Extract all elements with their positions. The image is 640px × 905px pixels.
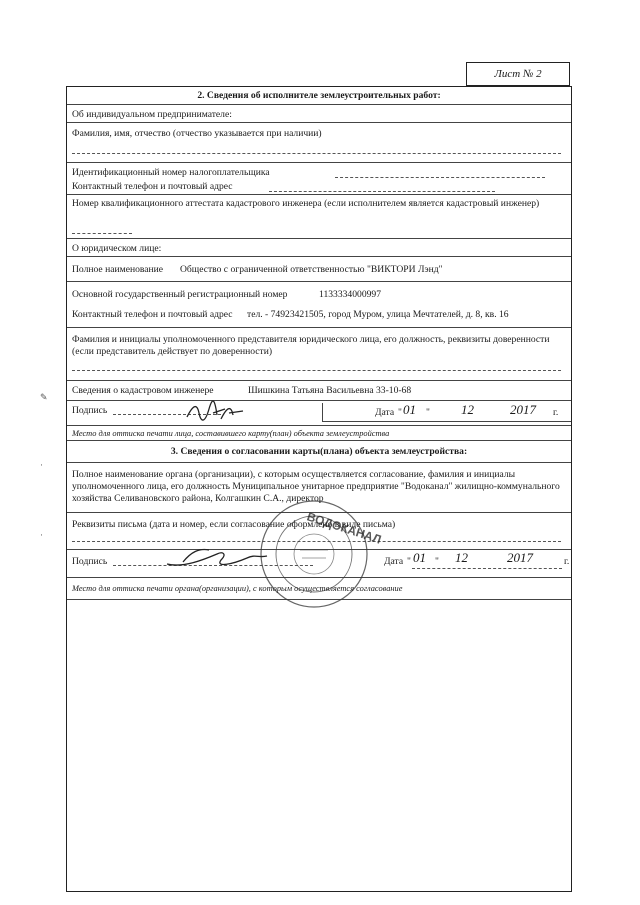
engineer-row <box>67 380 571 400</box>
inn-line <box>335 177 545 178</box>
date-open-quote-3: " <box>407 556 411 567</box>
representative-line <box>72 370 561 371</box>
date-day-2: 01 <box>403 402 416 417</box>
inn-label: Идентификационный номер налогоплательщика <box>72 167 270 178</box>
attestat-row <box>67 194 571 238</box>
date-close-quote-3: " <box>435 556 439 567</box>
contact-line-ip <box>269 191 495 192</box>
sheet-number-label: Лист № 2 <box>494 68 542 80</box>
inn-row <box>67 162 571 194</box>
fio-line <box>72 153 561 154</box>
date-label-3: Дата <box>384 556 404 567</box>
org-text: Полное наименование органа (организации), с которым осуществляется согласование, фамилия и инициалы уполномоченного лица, его должность Муниципальное унитарное предприятие "Водоканал" жилищно-коммунального хозяйства Селивановского района, Колгашкин С.А., директор <box>72 469 560 504</box>
stamp-note-row-2 <box>67 425 571 440</box>
date-line-3 <box>412 568 562 569</box>
full-name-label: Полное наименование <box>72 264 164 275</box>
individual-heading: Об индивидуальном предпринимателе: <box>72 109 232 120</box>
date-open-quote-2: " <box>398 407 402 418</box>
date-label-2: Дата <box>375 407 395 418</box>
date-month-2: 12 <box>461 402 474 417</box>
date-suffix-3: г. <box>564 556 570 567</box>
date-year-3: 2017 <box>507 550 533 565</box>
fio-label: Фамилия, имя, отчество (отчество указывается при наличии) <box>72 128 322 139</box>
date-close-quote-2: " <box>426 407 430 418</box>
date-suffix-2: г. <box>553 407 559 418</box>
signature-date-row-2 <box>67 400 571 425</box>
legal-heading-row <box>67 238 571 256</box>
signature-label-3: Подпись <box>72 556 108 567</box>
ogrn-value: 1133334000997 <box>319 289 382 300</box>
section2-header: 2. Сведения об исполнителе землеустроительных работ: <box>197 90 441 101</box>
section3-header: 3. Сведения о согласовании карты(плана) объекта землеустройства: <box>170 446 468 457</box>
engineer-label: Сведения о кадастровом инженере <box>72 385 214 396</box>
full-name-value: Общество с ограниченной ответственностью "ВИКТОРИ Лэнд" <box>180 264 443 275</box>
letter-label: Реквизиты письма (дата и номер, если согласование оформлено в виде письма) <box>72 519 396 530</box>
stamp-place-note-3: Место для оттиска печати органа(организации), с которым осуществляется согласование <box>72 584 403 593</box>
date-month-3: 12 <box>455 550 468 565</box>
date-year-2: 2017 <box>510 402 536 417</box>
section3-header-row <box>67 440 571 462</box>
sheet-number-box <box>466 62 570 86</box>
attestat-line <box>72 233 132 234</box>
signature-scribble-2 <box>185 399 245 427</box>
contact-value-legal: тел. - 74923421505, город Муром, улица Мечтателей, д. 8, кв. 16 <box>247 309 509 320</box>
contact-label-ip: Контактный телефон и почтовый адрес <box>72 181 233 192</box>
signature-label-2: Подпись <box>72 405 108 416</box>
representative-label: Фамилия и инициалы уполномоченного представителя юридического лица, его должность, реквизиты доверенности (если представитель действует по доверенности) <box>72 334 550 357</box>
ogrn-label: Основной государственный регистрационный номер <box>72 289 288 300</box>
full-name-row <box>67 256 571 281</box>
stamp-text: ВОДОКАНАЛ <box>305 509 384 547</box>
form-table <box>66 86 572 892</box>
engineer-value: Шишкина Татьяна Васильевна 33-10-68 <box>248 385 412 396</box>
scan-mark-1: ✎ <box>40 392 48 402</box>
organization-stamp <box>258 498 384 610</box>
empty-area-row <box>67 599 571 891</box>
contact-label-legal: Контактный телефон и почтовый адрес <box>72 309 233 320</box>
ogrn-contact-row <box>67 281 571 327</box>
date-day-3: 01 <box>413 550 426 565</box>
attestat-label: Номер квалификационного аттестата кадастрового инженера (если исполнителем является кадастровый инженер) <box>72 198 540 209</box>
individual-heading-row <box>67 104 571 122</box>
fio-row <box>67 122 571 162</box>
date-box-2 <box>322 403 571 422</box>
scan-mark-2: · <box>40 460 43 470</box>
stamp-place-note-2: Место для оттиска печати лица, составившего карту(план) объекта землеустройства <box>72 429 390 438</box>
representative-row <box>67 327 571 380</box>
legal-heading: О юридическом лице: <box>72 243 162 254</box>
section2-header-row <box>67 87 571 104</box>
scan-mark-3: · <box>40 530 43 540</box>
